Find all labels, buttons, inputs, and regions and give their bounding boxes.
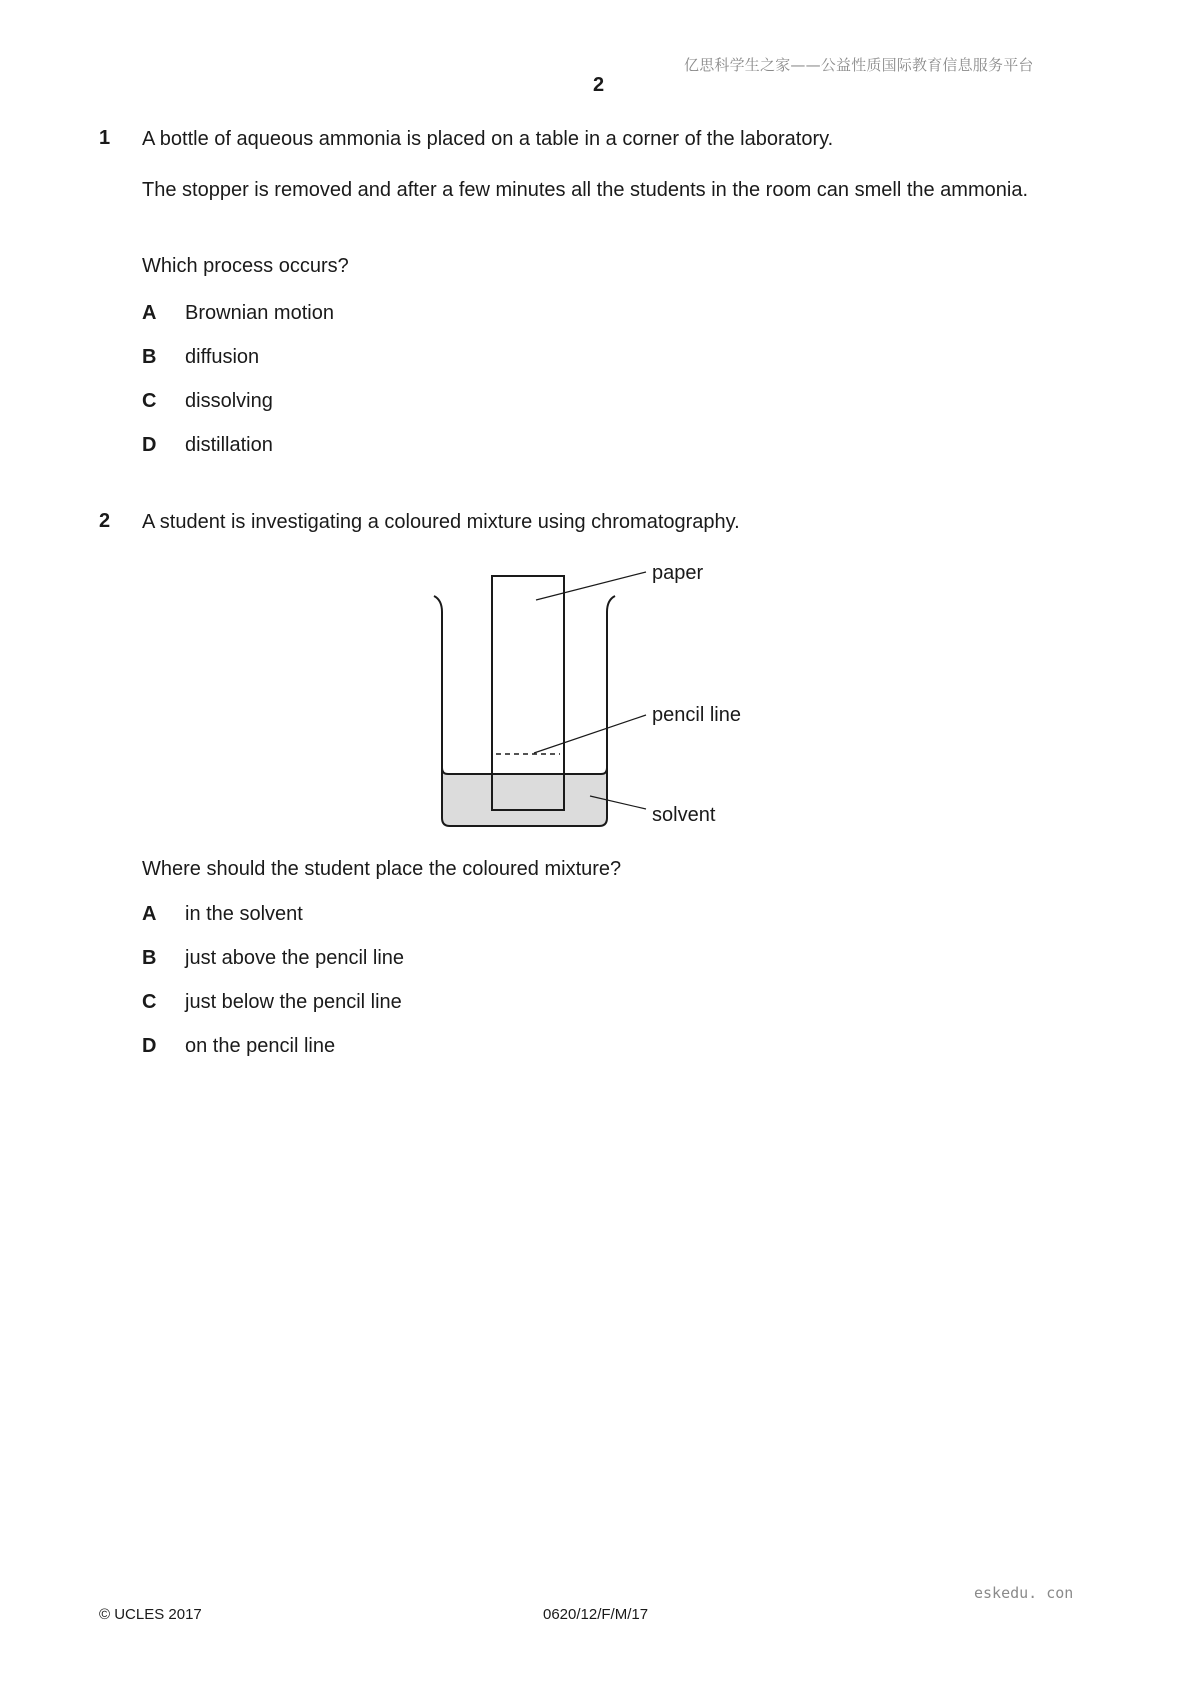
q2-option-a-letter: A	[142, 903, 157, 925]
solvent-label: solvent	[652, 804, 716, 826]
q1-option-d-text: distillation	[185, 434, 273, 456]
footer-copyright: © UCLES 2017	[99, 1606, 202, 1623]
pencil-line-leader	[534, 715, 646, 753]
question-2-number: 2	[99, 510, 111, 532]
footer-watermark: eskedu. con	[974, 1584, 1074, 1602]
question-1-number: 1	[99, 127, 111, 149]
q2-option-c-letter: C	[142, 991, 157, 1013]
q1-option-c-text: dissolving	[185, 390, 273, 412]
q2-option-c-text: just below the pencil line	[185, 991, 402, 1013]
q1-option-a-letter: A	[142, 302, 157, 324]
solvent-surface	[442, 768, 607, 774]
question-2-stem: A student is investigating a coloured mixture using chromatography.	[142, 511, 740, 533]
question-2-prompt: Where should the student place the coloured mixture?	[142, 858, 622, 880]
chromatography-diagram	[430, 560, 790, 840]
q2-option-b-text: just above the pencil line	[185, 947, 405, 969]
paper-label: paper	[652, 562, 704, 584]
q1-option-d-letter: D	[142, 434, 157, 456]
pencil-line-label: pencil line	[652, 704, 741, 726]
page-number: 2	[593, 74, 605, 96]
q2-option-d-text: on the pencil line	[185, 1035, 336, 1057]
question-1-context: The stopper is removed and after a few minutes all the students in the room can smell the ammonia.	[142, 179, 1028, 201]
q2-option-d-letter: D	[142, 1035, 157, 1057]
q1-option-b-text: diffusion	[185, 346, 260, 368]
question-1-stem: A bottle of aqueous ammonia is placed on a table in a corner of the laboratory.	[142, 128, 834, 150]
q1-option-a-text: Brownian motion	[185, 302, 334, 324]
question-1-prompt: Which process occurs?	[142, 255, 349, 277]
q2-option-a-text: in the solvent	[185, 903, 303, 925]
solvent-fill	[442, 774, 607, 826]
q2-option-b-letter: B	[142, 947, 157, 969]
footer-paper-code: 0620/12/F/M/17	[543, 1606, 649, 1623]
q1-option-b-letter: B	[142, 346, 157, 368]
q1-option-c-letter: C	[142, 390, 157, 412]
header-watermark: 亿思科学生之家——公益性质国际教育信息服务平台	[684, 56, 1034, 74]
